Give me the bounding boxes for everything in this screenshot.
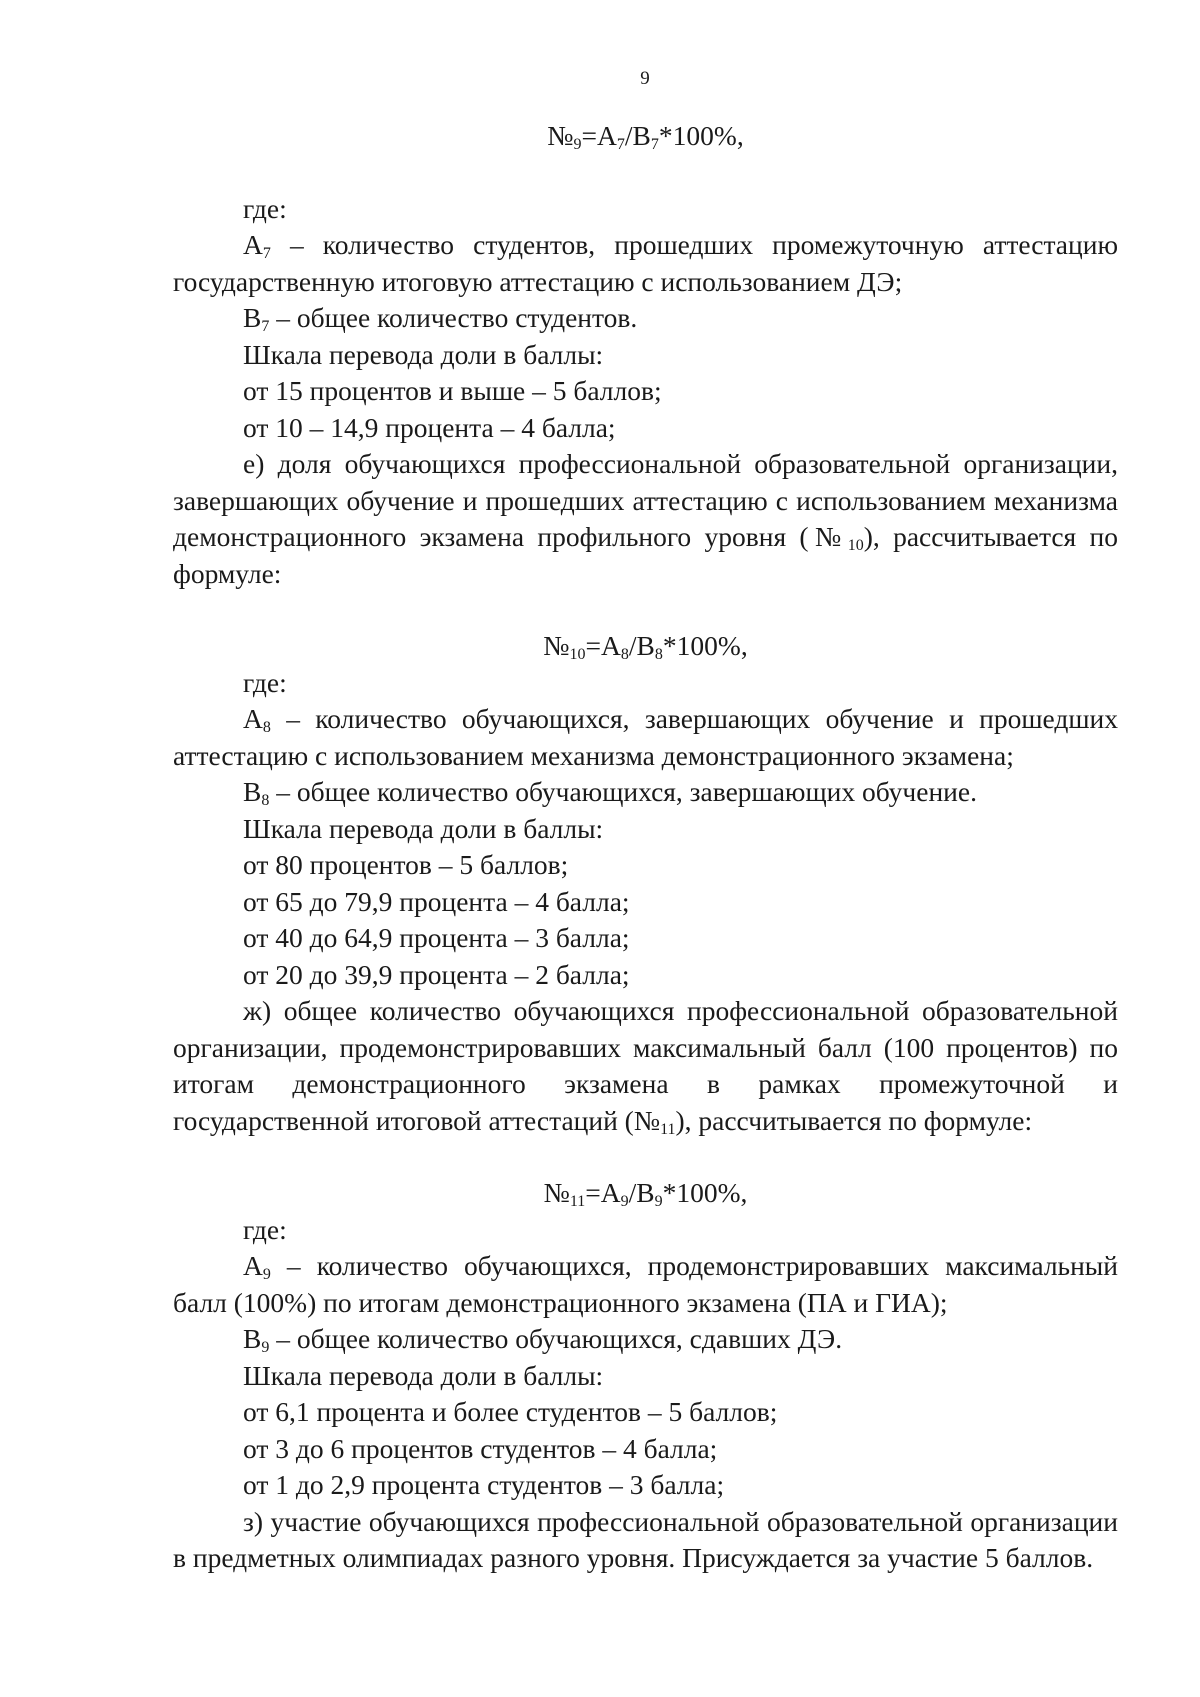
- scale-item: от 3 до 6 процентов студентов – 4 балла;: [243, 1432, 718, 1464]
- definition-a7: $A_7$ – количество студентов, прошедших промежуточную аттестацию государственную итоговую аттестацию с использованием ДЭ;: [173, 229, 1118, 297]
- definition-b8: $B_8$ – общее количество обучающихся, завершающих обучение.: [243, 776, 977, 809]
- formula-n10: $№_{10}=A_8/B_8*100\%$,: [543, 630, 748, 663]
- scale-title: Шкала перевода доли в баллы:: [243, 812, 604, 844]
- page-number: 9: [640, 68, 650, 89]
- scale-title: Шкала перевода доли в баллы:: [243, 1359, 604, 1391]
- where-label: где:: [243, 1213, 287, 1245]
- item-zh: ж) общее количество обучающихся профессиональной образовательной организации, продемонстрировавших максимальный балл (100 процентов) по итогам демонстрационного экзамена в рамках промежуточной и государственной итоговой аттестаций $(№_{11})$, рассчитывается по формуле:: [173, 995, 1118, 1138]
- scale-item: от 65 до 79,9 процента – 4 балла;: [243, 885, 630, 917]
- where-label: где:: [243, 192, 287, 224]
- scale-item: от 1 до 2,9 процента студентов – 3 балла;: [243, 1469, 725, 1500]
- document-body: [173, 118, 1118, 1577]
- scale-item: от 40 до 64,9 процента – 3 балла;: [243, 922, 630, 953]
- item-z: з) участие обучающихся профессиональной образовательной организации в предметных олимпиадах разного уровня. Присуждается за участие 5 баллов.: [173, 1505, 1118, 1573]
- where-label: где:: [243, 666, 287, 698]
- definition-a8: $A_8$ – количество обучающихся, завершающих обучение и прошедших аттестацию с использованием механизма демонстрационного экзамена;: [173, 703, 1118, 771]
- scale-title: Шкала перевода доли в баллы:: [243, 338, 604, 370]
- formula-n9: $№_9=A_7/B_7*100\%$,: [547, 120, 744, 153]
- definition-a9: $A_9$ – количество обучающихся, продемонстрировавших максимальный балл (100%) по итогам демонстрационного экзамена (ПА и ГИА);: [173, 1250, 1118, 1318]
- scale-item: от 20 до 39,9 процента – 2 балла;: [243, 958, 630, 990]
- scale-item: от 80 процентов – 5 баллов;: [243, 849, 569, 880]
- scale-item: от 10 – 14,9 процента – 4 балла;: [243, 411, 616, 443]
- item-e: е) доля обучающихся профессиональной образовательной организации, завершающих обучение и прошедших аттестацию с использованием механизма демонстрационного экзамена профильного уровня $(№_{10})$, рассчитывается по формуле:: [173, 448, 1118, 589]
- formula-n11: $№_{11}=A_9/B_9*100\%$,: [543, 1177, 748, 1210]
- scale-item: от 15 процентов и выше – 5 баллов;: [243, 375, 662, 406]
- definition-b7: $B_7$ – общее количество студентов.: [243, 302, 638, 335]
- scale-item: от 6,1 процента и более студентов – 5 баллов;: [243, 1396, 778, 1427]
- definition-b9: $B_9$ – общее количество обучающихся, сдавших ДЭ.: [243, 1323, 843, 1356]
